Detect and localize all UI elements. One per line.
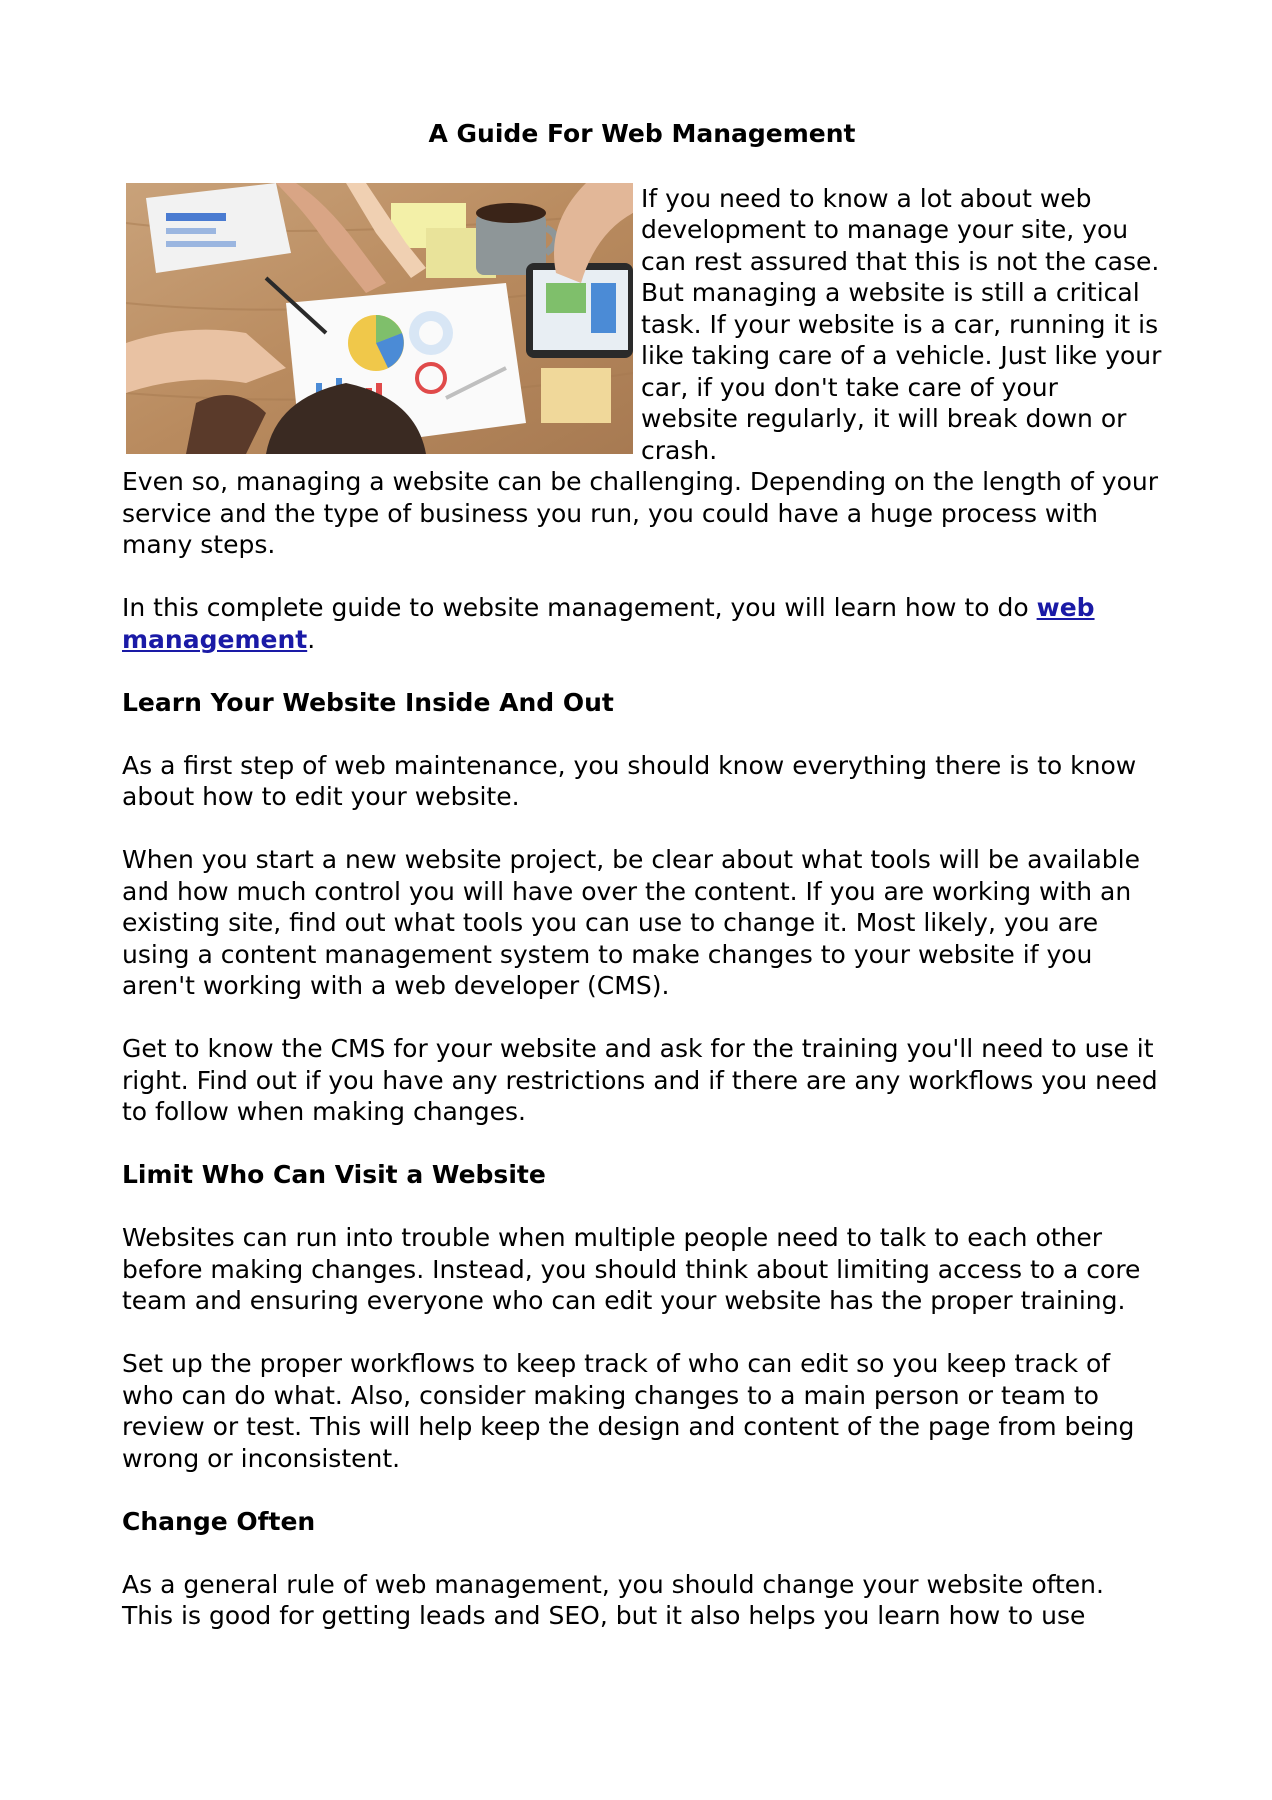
- document-title: A Guide For Web Management: [428, 119, 856, 148]
- section-paragraph: As a first step of web maintenance, you should know everything there is to know about how to edit your website.: [122, 750, 1137, 811]
- web-management-link[interactable]: web management: [122, 593, 1095, 654]
- intro-continued-paragraph: Even so, managing a website can be challenging. Depending on the length of your service and the type of business you run, you could have a huge process with many steps.: [122, 467, 1159, 559]
- section-heading-learn-website: Learn Your Website Inside And Out: [122, 687, 614, 717]
- guide-paragraph: [122, 592, 1162, 655]
- intro-wrapped-paragraph: If you need to know a lot about web development to manage your site, you can rest assured that this is not the case. But managing a website is still a critical task. If your website is a car, running it is like taking care of a vehicle. Just like your car, if you don't take care of your website regularly, it will break down or crash.: [641, 183, 1162, 465]
- section-heading-limit-visit: Limit Who Can Visit a Website: [122, 1160, 546, 1189]
- guide-text-after: .: [307, 624, 316, 654]
- section-paragraph: When you start a new website project, be clear about what tools will be available and how much control you will have over the content. If you are working with an existing site, find out what tools you can use to change it. Most likely, you are using a content management system to make changes to your website if you aren't working with a web developer (CMS).: [122, 845, 1140, 1000]
- document-page: [122, 118, 1162, 1632]
- photo-illustration: [126, 183, 633, 454]
- section-heading-change-often: Change Often: [122, 1506, 316, 1536]
- guide-text-before: In this complete guide to website management, you will learn how to do: [122, 593, 1037, 622]
- section-paragraph: Websites can run into trouble when multiple people need to talk to each other before making changes. Instead, you should think about limiting access to a core team and ensuring everyone who can edit your website has the proper training.: [122, 1223, 1141, 1315]
- section-paragraph: Set up the proper workflows to keep track of who can edit so you keep track of who can do what. Also, consider making changes to a main person or team to review or test. This will help keep the design and content of the page from being wrong or inconsistent.: [122, 1349, 1135, 1473]
- section-paragraph: Get to know the CMS for your website and ask for the training you'll need to use it right. Find out if you have any restrictions and if there are any workflows you need to follow when making changes.: [122, 1034, 1158, 1126]
- section-paragraph: As a general rule of web management, you should change your website often. This is good for getting leads and SEO, but it also helps you learn how to use: [122, 1569, 1104, 1630]
- meeting-photo: [126, 183, 633, 454]
